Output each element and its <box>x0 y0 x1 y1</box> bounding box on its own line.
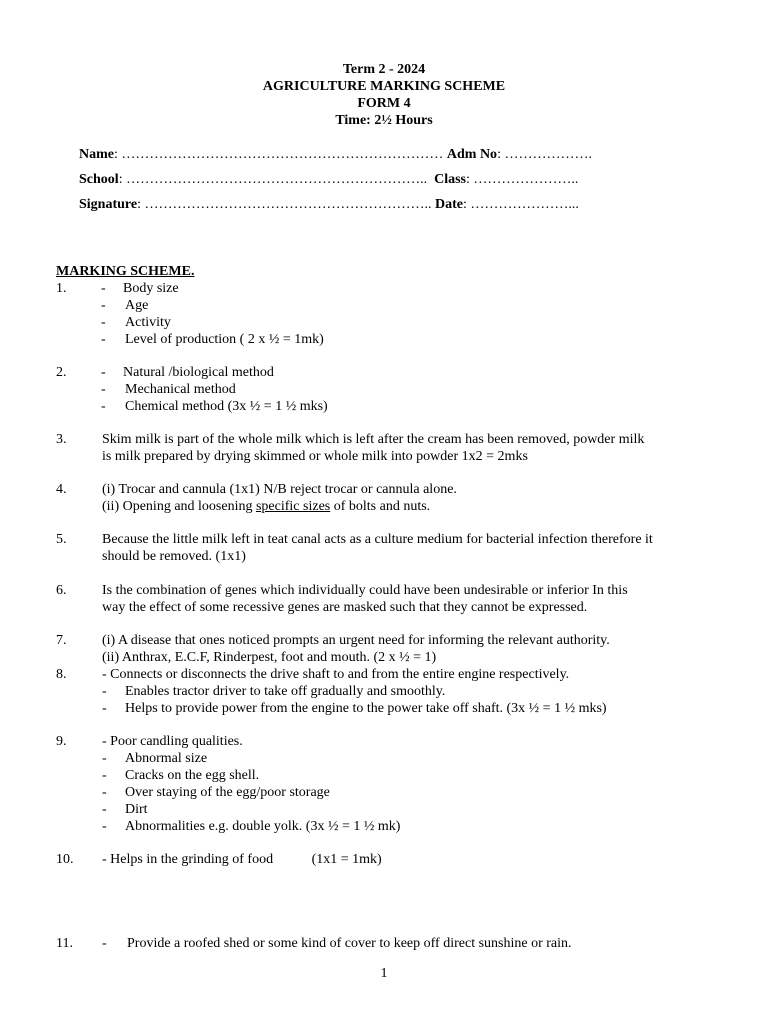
bullet-dash: - <box>102 768 107 783</box>
answer-text: (ii) Anthrax, E.C.F, Rinderpest, foot and mouth. (2 x ½ = 1) <box>102 650 437 665</box>
answer-item: Chemical method (3x ½ = 1 ½ mks) <box>125 399 328 414</box>
question-number: 3. <box>56 432 67 447</box>
term-line: Term 2 - 2024 <box>342 62 426 77</box>
name-blank: : …………………………………………………………… <box>114 147 444 162</box>
answer-text: should be removed. (1x1) <box>102 549 246 564</box>
answer-text-row <box>102 498 430 515</box>
answer-text: Skim milk is part of the whole milk which is left after the cream has been removed, powder milk <box>102 432 645 447</box>
question-number: 1. <box>56 281 67 296</box>
bullet-dash: - <box>101 399 106 414</box>
signature-field-row <box>79 196 579 213</box>
answer-text: (ii) Opening and loosening <box>102 499 256 514</box>
date-label: Date <box>434 197 463 212</box>
bullet-dash: - <box>102 785 107 800</box>
question-number: 4. <box>56 482 67 497</box>
question-number: 8. <box>56 667 67 682</box>
answer-text: (i) A disease that ones noticed prompts an urgent need for informing the relevant authority. <box>102 633 610 648</box>
class-label: Class <box>434 172 466 187</box>
question-number: 9. <box>56 734 67 749</box>
school-label: School <box>79 172 119 187</box>
answer-text: - Helps in the grinding of food (1x1 = 1mk) <box>102 852 382 867</box>
class-blank: : ………………….. <box>465 172 579 187</box>
answer-item: Helps to provide power from the engine to the power take off shaft. (3x ½ = 1 ½ mks) <box>125 701 607 716</box>
answer-item: Cracks on the egg shell. <box>125 768 260 783</box>
bullet-dash: - <box>102 936 107 951</box>
question-number: 10. <box>56 852 74 867</box>
question-number: 2. <box>56 365 67 380</box>
answer-item: Natural /biological method <box>123 365 274 380</box>
section-heading: MARKING SCHEME. <box>56 264 195 279</box>
answer-text: - Connects or disconnects the drive shaft to and from the entire engine respectively. <box>102 667 570 682</box>
adm-label: Adm No <box>446 147 498 162</box>
answer-text: (i) Trocar and cannula (1x1) N/B reject trocar or cannula alone. <box>102 482 457 497</box>
answer-text: Because the little milk left in teat canal acts as a culture medium for bacterial infection therefore it <box>102 532 653 547</box>
question-number: 5. <box>56 532 67 547</box>
question-number: 7. <box>56 633 67 648</box>
document-title: AGRICULTURE MARKING SCHEME <box>262 79 506 94</box>
question-number: 6. <box>56 583 67 598</box>
signature-label: Signature <box>79 197 138 212</box>
name-field-row <box>79 146 592 163</box>
bullet-dash: - <box>102 802 107 817</box>
signature-blank: : …………………………………………………….. <box>137 197 432 212</box>
answer-item: Mechanical method <box>125 382 236 397</box>
bullet-dash: - <box>102 819 107 834</box>
bullet-dash: - <box>101 315 106 330</box>
answer-text: way the effect of some recessive genes are masked such that they cannot be expressed. <box>102 600 588 615</box>
question-number: 11. <box>56 936 73 951</box>
bullet-dash: - <box>101 365 106 380</box>
page-number: 1 <box>380 966 388 981</box>
answer-item: Level of production ( 2 x ½ = 1mk) <box>125 332 324 347</box>
answer-item: Activity <box>125 315 171 330</box>
answer-item: Dirt <box>125 802 148 817</box>
underlined-text: specific sizes <box>255 499 331 514</box>
adm-blank: : ………………. <box>497 147 592 162</box>
school-field-row <box>79 171 578 188</box>
bullet-dash: - <box>101 281 106 296</box>
answer-item: Enables tractor driver to take off gradually and smoothly. <box>125 684 446 699</box>
answer-item: Over staying of the egg/poor storage <box>125 785 330 800</box>
answer-item: Abnormal size <box>125 751 208 766</box>
answer-item: Age <box>125 298 149 313</box>
time-line: Time: 2½ Hours <box>335 113 433 128</box>
answer-item: Abnormalities e.g. double yolk. (3x ½ = 1 ½ mk) <box>125 819 401 834</box>
answer-text: - Poor candling qualities. <box>102 734 243 749</box>
bullet-dash: - <box>101 332 106 347</box>
bullet-dash: - <box>101 382 106 397</box>
answer-item: Body size <box>123 281 179 296</box>
form-line: FORM 4 <box>357 96 411 111</box>
bullet-dash: - <box>102 701 107 716</box>
answer-text: is milk prepared by drying skimmed or whole milk into powder 1x2 = 2mks <box>102 449 528 464</box>
bullet-dash: - <box>102 751 107 766</box>
school-blank: : ……………………………………………………….. <box>118 172 428 187</box>
answer-text: of bolts and nuts. <box>330 499 431 514</box>
bullet-dash: - <box>101 298 106 313</box>
name-label: Name <box>79 147 114 162</box>
answer-text: Provide a roofed shed or some kind of cover to keep off direct sunshine or rain. <box>127 936 572 951</box>
date-blank: : …………………... <box>462 197 579 212</box>
bullet-dash: - <box>102 684 107 699</box>
answer-text: Is the combination of genes which individually could have been undesirable or inferior In this <box>102 583 628 598</box>
